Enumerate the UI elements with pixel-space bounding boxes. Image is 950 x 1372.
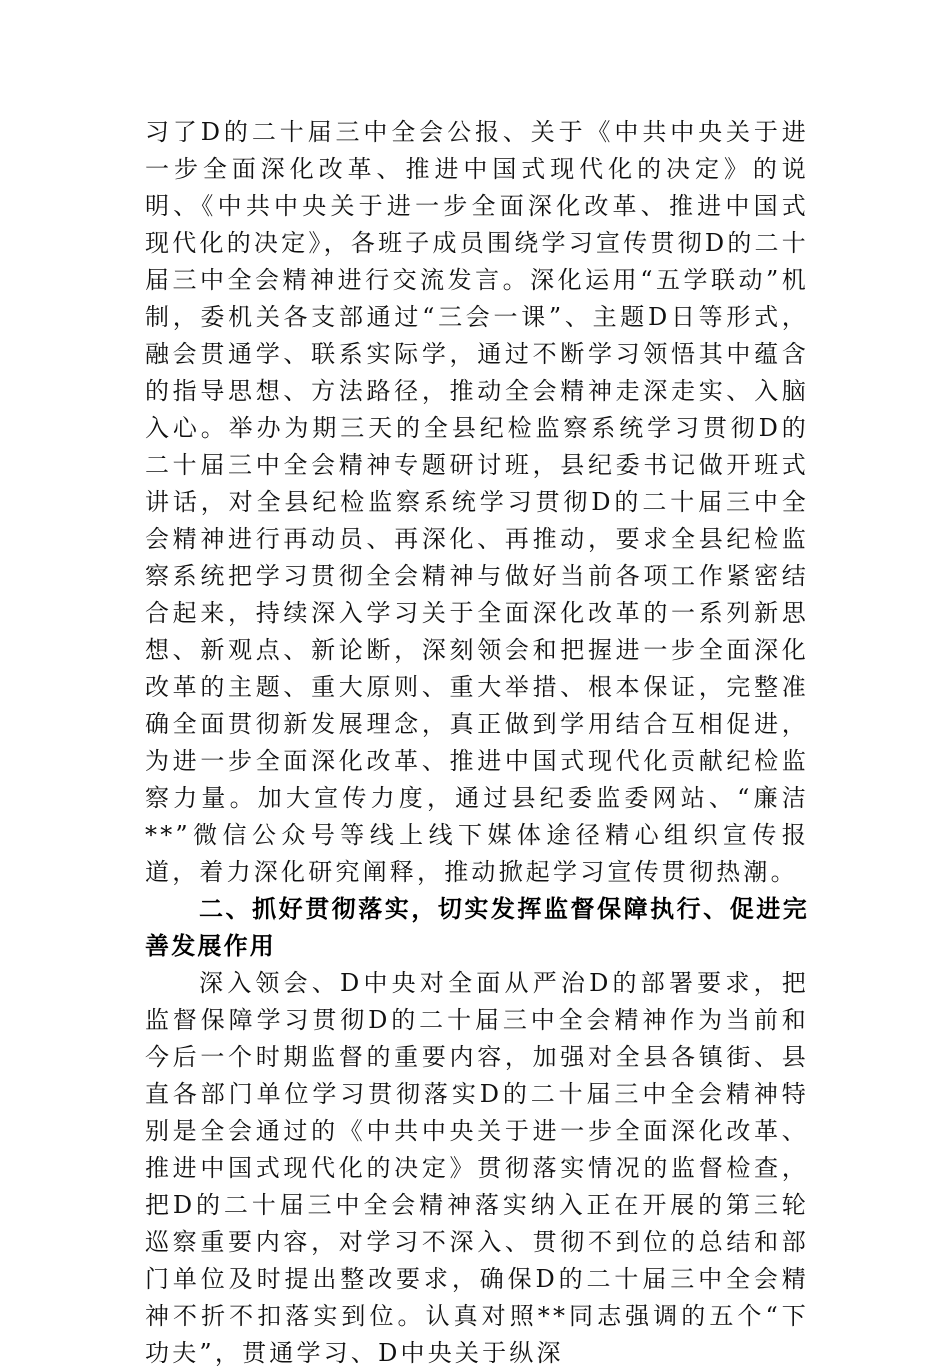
body-paragraph: 深入领会、D中央对全面从严治D的部署要求，把监督保障学习贯彻D的二十届三中全会精神作为当前和今后一个时期监督的重要内容，加强对全县各镇街、县直各部门单位学习贯彻落实D的二十届三中全会精神特别是全会通过的《中共中央关于进一步全面深化改革、推进中国式现代化的决定》贯彻落实情况的监督检查，把D的二十届三中全会精神落实纳入正在开展的第三轮巡察重要内容，对学习不深入、贯彻不到位的总结和部门单位及时提出整改要求，确保D的二十届三中全会精神不折不扣落实到位。认真对照**同志强调的五个“下功夫”，贯通学习、D中央关于纵深 — [145, 969, 809, 1367]
document-body — [145, 114, 809, 1372]
section-heading: 二、抓好贯彻落实，切实发挥监督保障执行、促进完善发展作用 — [145, 895, 809, 960]
body-paragraph: 习了D的二十届三中全会公报、关于《中共中央关于进一步全面深化改革、推进中国式现代化的决定》的说明、《中共中央关于进一步全面深化改革、推进中国式现代化的决定》，各班子成员围绕学习宣传贯彻D的二十届三中全会精神进行交流发言。深化运用“五学联动”机制，委机关各支部通过“三会一课”、主题D日等形式，融会贯通学、联系实际学，通过不断学习领悟其中蕴含的指导思想、方法路径，推动全会精神走深走实、入脑入心。举办为期三天的全县纪检监察系统学习贯彻D的二十届三中全会精神专题研讨班，县纪委书记做开班式讲话，对全县纪检监察系统学习贯彻D的二十届三中全会精神进行再动员、再深化、再推动，要求全县纪检监察系统把学习贯彻全会精神与做好当前各项工作紧密结合起来，持续深入学习关于全面深化改革的一系列新思想、新观点、新论断，深刻领会和把握进一步全面深化改革的主题、重大原则、重大举措、根本保证，完整准确全面贯彻新发展理念，真正做到学用结合互相促进，为进一步全面深化改革、推进中国式现代化贡献纪检监察力量。加大宣传力度，通过县纪委监委网站、“廉洁**”微信公众号等线上线下媒体途径精心组织宣传报道，着力深化研究阐释，推动掀起学习宣传贯彻热潮。 — [145, 118, 809, 886]
